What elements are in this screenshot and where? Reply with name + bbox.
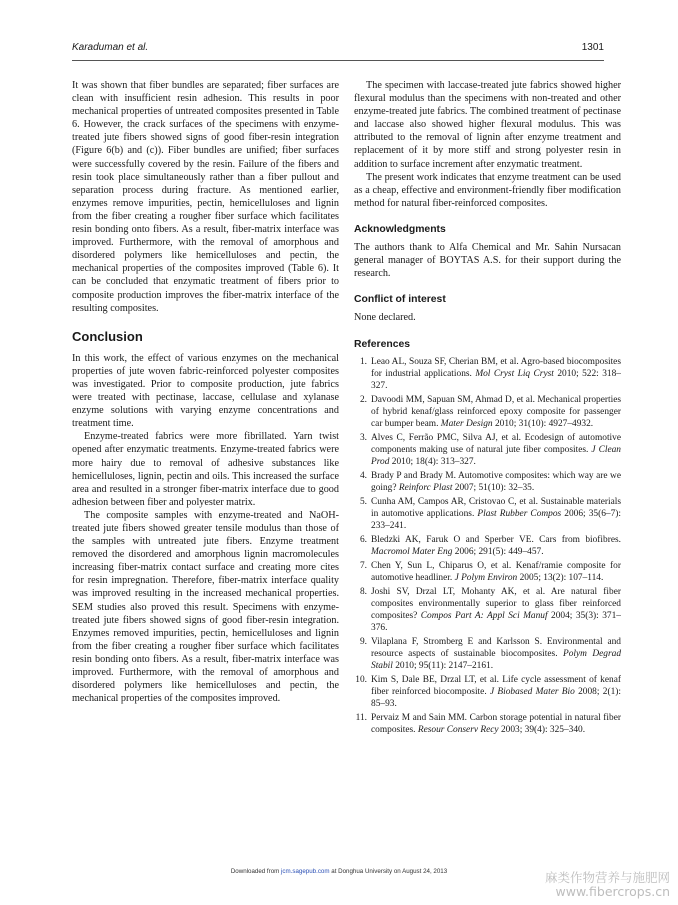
footer-prefix: Downloaded from [230,868,282,875]
reference-details: 2007; 51(10): 32–35. [452,482,535,493]
conclusion-heading: Conclusion [72,328,143,344]
reference-journal: Reinforc Plast [398,482,453,493]
reference-text: Kim S, Dale BE, Drzal LT, et al. Life cycle assessment of kenaf fiber reinforced biocomposite. [371,675,621,698]
reference-text: Pervaiz M and Sain MM. Carbon storage potential in natural fiber composites. [371,713,621,736]
reference-details: 2010; 522: 318–327. [371,368,621,391]
header-divider [72,60,604,61]
reference-details: 2010; 31(10): 4927–4932. [492,418,594,429]
reference-text: Davoodi MM, Sapuan SM, Ahmad D, et al. Mechanical properties of hybrid kenaf/glass reinforced epoxy composite for passenger car bumper beam. [371,394,621,429]
reference-details: 2010; 95(11): 2147–2161. [392,661,494,672]
footer-suffix: at Donghua University on August 24, 2013 [329,868,448,875]
conflict-of-interest-heading: Conflict of interest [354,294,446,306]
reference-journal: Plast Rubber Compos [477,508,562,519]
reference-item [354,470,621,494]
reference-item [354,496,621,532]
reference-item [354,356,621,392]
reference-journal: Mol Cryst Liq Cryst [475,368,554,379]
right-column [354,79,621,738]
conclusion-paragraph-2: Enzyme-treated fabrics were more fibrillated. Yarn twist opened after enzymatic treatments. Enzyme-treated fabrics were more hairy due to removal of adhesive substances like hemicelluloses, lignin, pectin and oils. This increased the surface area and resulted in a stronger fiber-matrix interface due to good adhesion between fiber and polyester matrix. [72,431,339,508]
reference-journal: Macromol Mater Eng [371,546,453,557]
reference-item [354,674,621,710]
running-header [72,42,604,58]
reference-details: 2005; 13(2): 107–114. [517,572,604,583]
reference-item [354,586,621,634]
reference-journal: J Polym Environ [454,572,518,583]
reference-item [354,534,621,558]
reference-list [354,356,621,737]
reference-journal: J Biobased Mater Bio [489,687,575,698]
reference-journal: Polym Degrad Stabil [371,649,622,672]
reference-number: 10. [355,675,367,686]
reference-number: 5. [359,496,367,507]
reference-journal: J Clean Prod [371,444,621,467]
conflict-of-interest-text: None declared. [354,312,416,324]
reference-number: 2. [359,394,367,405]
reference-text: Joshi SV, Drzal LT, Mohanty AK, et al. Are natural fiber composites environmentally superior to glass fiber reinforced composites? [371,586,621,622]
reference-details: 2008; 2(1): 85–93. [371,687,621,710]
reference-number: 9. [359,637,367,648]
reference-number: 11. [355,713,367,724]
reference-journal: Compos Part A: Appl Sci Manuf [420,611,548,622]
footer-link[interactable]: jcm.sagepub.com [281,868,330,875]
watermark-title: 麻类作物营养与施肥网 [544,870,670,885]
reference-text: Cunha AM, Campos AR, Cristovao C, et al. Sustainable materials in automotive applications. [371,496,621,519]
reference-number: 7. [359,560,367,571]
reference-details: 2004; 35(3): 371–376. [371,611,621,634]
reference-journal: Resour Conserv Recy [417,725,499,736]
running-header-author: Karaduman et al. [72,42,149,53]
reference-item [354,432,621,468]
reference-number: 4. [359,470,367,481]
watermark [545,871,670,899]
references-heading: References [354,338,411,350]
reference-text: Brady P and Brady M. Automotive composites: which way are we going? [371,470,621,493]
conclusion-paragraph-1: In this work, the effect of various enzymes on the mechanical properties of jute woven fabric-reinforced polyester composites was investigated. Prior to composite production, jute fabrics were treated with pectinase, laccase, cellulase and xylanase enzyme solutions with varying enzyme concentrations and treatment time. [72,352,339,430]
reference-journal: Mater Design [440,418,493,429]
reference-number: 3. [359,432,367,443]
reference-number: 6. [359,534,367,545]
reference-details: 2003; 39(4): 325–340. [498,725,586,736]
acknowledgments-heading: Acknowledgments [354,223,446,235]
reference-text: Chen Y, Sun L, Chiparus O, et al. Kenaf/ramie composite for automotive headliner. [371,560,621,583]
conclusion-paragraph-3: The composite samples with enzyme-treated and NaOH-treated jute fibers showed greater tensile modulus than those of the samples with untreated jute fibers. Enzyme treatment removed the disordered and amorphous lignin macromolecules increasing fiber-matrix contact surface and creating more cites for resin impregnation. Therefore, fiber-matrix interface quality was improved resulting in the increased mechanical properties. SEM studies also proved this result. Specimens with enzyme-treated jute fibers showed signs of good fiber-resin integration. Enzymes removed impurities, pectin, hemicelluloses and lignin from the fiber creating a rougher fiber surface which facilitates resin bonding onto fibers. As a result, fiber-matrix interface was improved. Furthermore, with the removal of amorphous and disordered polymers like hemicelluloses and pectin, the mechanical properties of the composites improved. [72,509,339,705]
reference-item [354,560,621,584]
left-column [72,79,339,705]
summary-paragraph: The present work indicates that enzyme treatment can be used as a cheap, effective and environment-friendly fiber modification method for natural fiber-reinforced composites. [354,171,621,209]
reference-item [354,394,621,430]
reference-details: 2006; 291(5): 449–457. [452,546,544,557]
reference-item [354,712,621,736]
reference-text: Bledzki AK, Faruk O and Sperber VE. Cars from biofibres. [371,534,621,545]
reference-text: Vilaplana F, Stromberg E and Karlsson S. Environmental and resource aspects of sustainable biocomposites. [371,637,621,660]
flexural-paragraph: The specimen with laccase-treated jute fabrics showed higher flexural modulus than the specimens with non-treated and other enzyme-treated jute fabrics. The combined treatment of pectinase and laccase also showed higher flexural modulus. This was attributed to the removal of lignin after enzyme treatment and replacement of it by more stiff and strong polyester resin in addition to surface increment after enzymatic treatment. [354,80,621,170]
page-number: 1301 [581,42,604,53]
reference-item [354,636,621,672]
reference-details: 2010; 18(4): 313–327. [389,456,476,467]
watermark-url: www.fibercrops.cn [555,884,670,899]
reference-number: 1. [359,356,367,367]
acknowledgments-text: The authors thank to Alfa Chemical and Mr. Sahin Nursacan general manager of BOYTAS A.S. for their support during the research. [354,242,621,280]
results-paragraph: It was shown that fiber bundles are separated; fiber surfaces are clean with insufficient resin adhesion. This results in poor mechanical properties of untreated composites presented in Table 6. However, the crack surfaces of the specimens with enzyme-treated jute fibers showed signs of good fiber-resin integration (Figure 6(b) and (c)). Fiber bundles are unified; fiber surfaces were successfully covered by the resin. Failure of the fibers and resin took place simultaneously rather than a fiber pullout and separation process during fracture. As mentioned earlier, enzymes remove impurities, pectin, hemicelluloses and lignin from the fiber creating a rougher fiber surface which facilitates resin bonding onto fibers. As a result, fiber-matrix interface was improved. Furthermore, with the removal of amorphous and disordered polymers like hemicelluloses and pectin, the mechanical properties of the composites improved (Table 6). It can be concluded that enzymatic treatment of fibers prior to composite production improves the fiber-matrix interface of the resulting composites. [72,80,339,314]
reference-text: Leao AL, Souza SF, Cherian BM, et al. Agro-based biocomposites for industrial applications. [371,356,621,379]
reference-details: 2006; 35(6–7): 233–241. [371,508,621,531]
reference-text: Alves C, Ferrão PMC, Silva AJ, et al. Ecodesign of automotive components making use of natural jute fiber composites. [371,432,621,455]
reference-number: 8. [359,586,367,597]
